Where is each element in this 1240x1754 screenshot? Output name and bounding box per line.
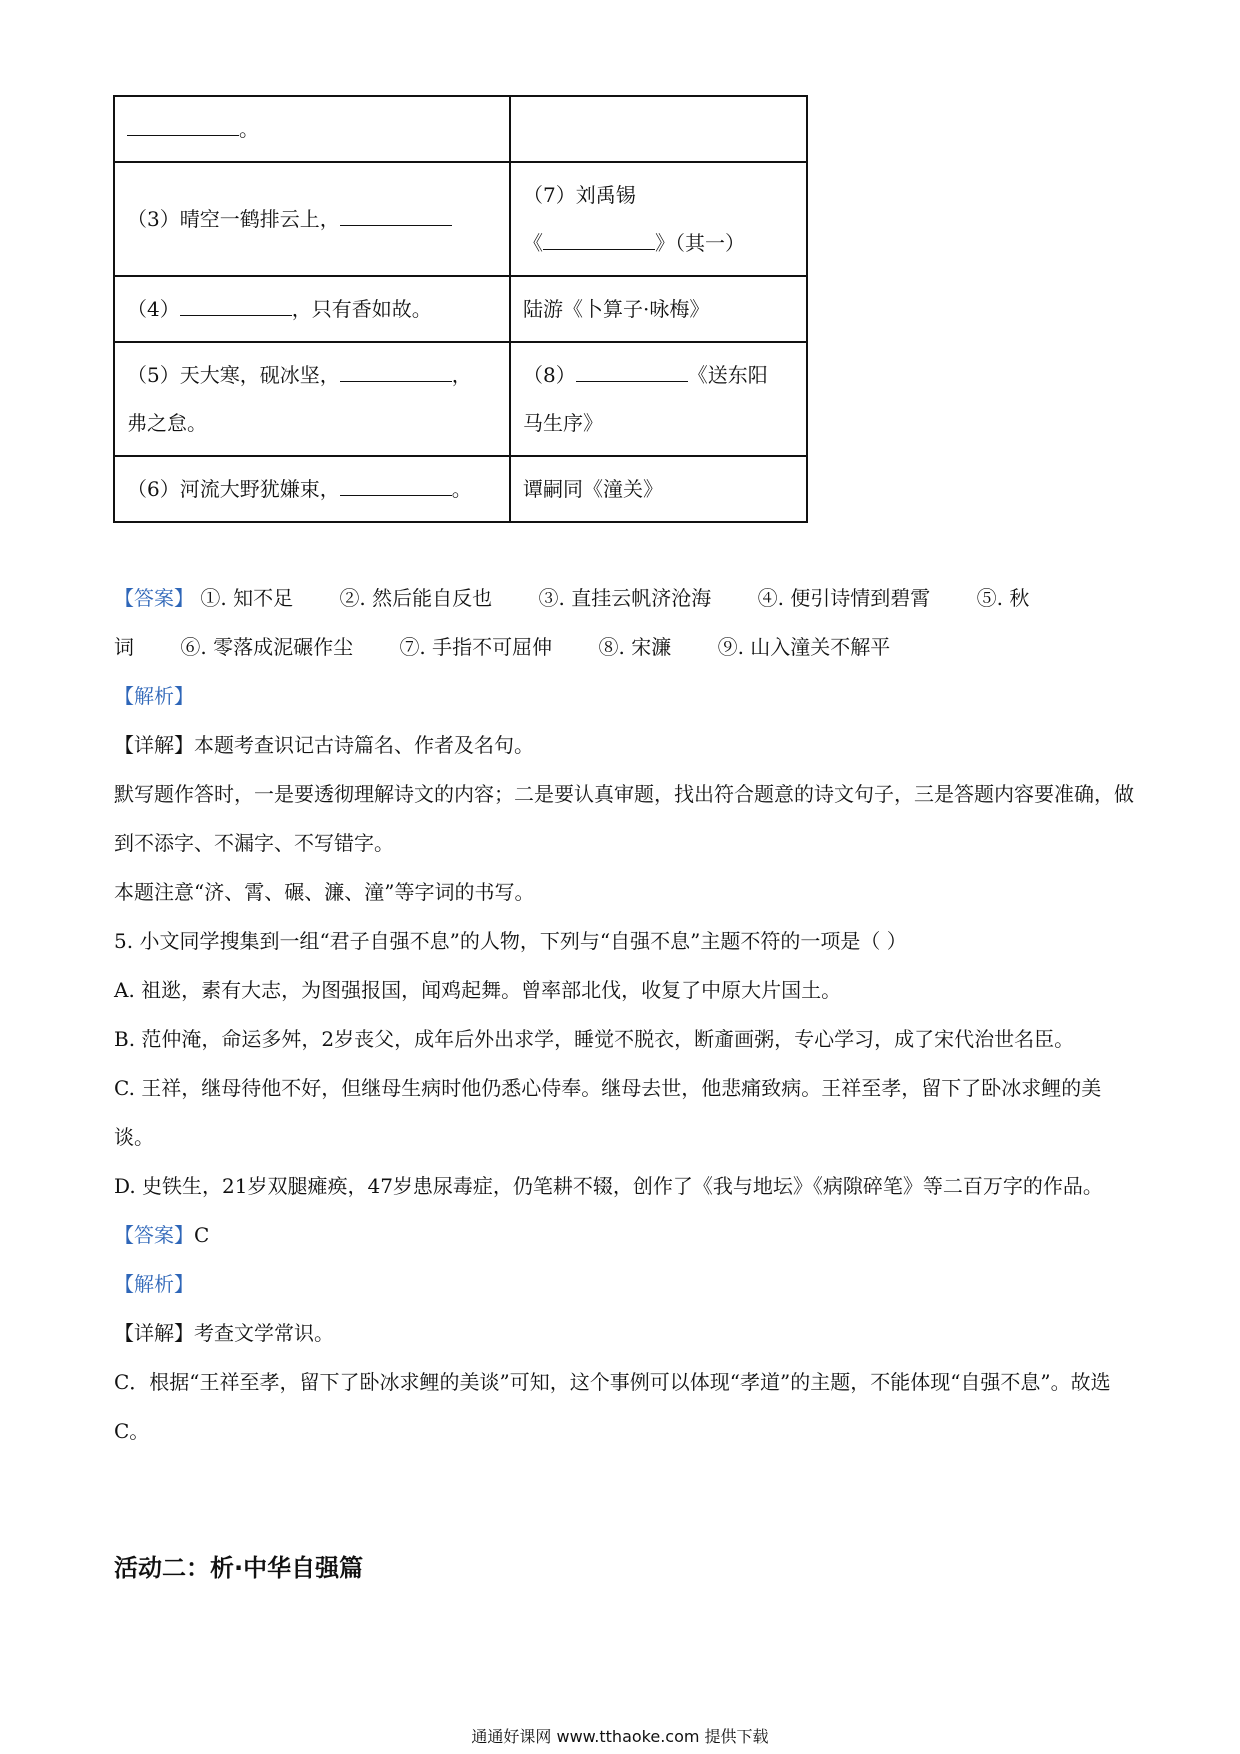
fill-blank <box>340 359 452 382</box>
table-cell: 。 <box>114 96 510 162</box>
detail-text: 【详解】本题考查识记古诗篇名、作者及名句。 <box>114 733 534 757</box>
fill-blank <box>340 203 452 226</box>
analysis-paragraph: 本题注意“济、霄、碾、濂、潼”等字词的书写。 <box>114 880 535 904</box>
table-row <box>114 162 807 276</box>
table-cell: （6）河流大野犹嫌束， 。 <box>114 456 510 522</box>
answer-line <box>114 1211 1134 1260</box>
table-row <box>114 96 807 162</box>
analysis-paragraph: 默写题作答时，一是要透彻理解诗文的内容；二是要认真审题，找出符合题意的诗文句子，三是答题内容要准确，做到不添字、不漏字、不写错字。 <box>114 782 1134 855</box>
table-cell: （7）刘禹锡 《 》（其一） <box>510 162 807 276</box>
poem-table <box>113 95 808 523</box>
analysis-tag: 【解析】 <box>114 684 194 708</box>
table-cell: （3）晴空一鹤排云上， <box>114 162 510 276</box>
option-d: D. 史铁生，21岁双腿瘫痪，47岁患尿毒症，仍笔耕不辍，创作了《我与地坛》《病隙碎笔》等二百万字的作品。 <box>114 1174 1103 1198</box>
table-cell: （8） 《送东阳 马生序》 <box>510 342 807 456</box>
table-cell: 谭嗣同《潼关》 <box>510 456 807 522</box>
answer-tag: 【答案】 <box>114 1223 194 1247</box>
analysis-tag: 【解析】 <box>114 1272 194 1296</box>
answer-value: C <box>194 1223 210 1247</box>
fill-blank <box>127 113 239 136</box>
fill-blank <box>340 473 452 496</box>
table-cell <box>510 96 807 162</box>
page-footer: 通通好课网 www.tthaoke.com 提供下载 <box>471 1727 769 1746</box>
option-a: A. 祖逖，素有大志，为图强报国，闻鸡起舞。曾率部北伐，收复了中原大片国土。 <box>114 978 842 1002</box>
table-cell: （4） ，只有香如故。 <box>114 276 510 342</box>
fill-blank <box>543 227 655 250</box>
detail-text: 【详解】考查文学常识。 <box>114 1321 334 1345</box>
section-title: 活动二：析·中华自强篇 <box>114 1554 364 1582</box>
question-stem: 5. 小文同学搜集到一组“君子自强不息”的人物，下列与“自强不息”主题不符的一项是（ ） <box>114 929 907 953</box>
fill-blank <box>180 293 292 316</box>
analysis-paragraph: C．根据“王祥至孝，留下了卧冰求鲤的美谈”可知，这个事例可以体现“孝道”的主题，不能体现“自强不息”。故选C。 <box>114 1370 1111 1443</box>
answer-content <box>114 574 1134 1456</box>
answer-tag: 【答案】 <box>114 586 194 610</box>
table-row <box>114 342 807 456</box>
option-b: B. 范仲淹，命运多舛，2岁丧父，成年后外出求学，睡觉不脱衣，断齑画粥，专心学习，成了宋代治世名臣。 <box>114 1027 1075 1051</box>
fill-blank <box>576 359 688 382</box>
table-cell: 陆游《卜算子·咏梅》 <box>510 276 807 342</box>
answer-line: 【答案】 ①. 知不足 ②. 然后能自反也 ③. 直挂云帆济沧海 ④. 便引诗情到碧霄 ⑤. 秋 <box>114 586 1030 610</box>
table-row <box>114 456 807 522</box>
option-c: C. 王祥，继母待他不好，但继母生病时他仍悉心侍奉。继母去世，他悲痛致病。王祥至孝，留下了卧冰求鲤的美谈。 <box>114 1076 1102 1149</box>
answer-line: 词 ⑥. 零落成泥碾作尘 ⑦. 手指不可屈伸 ⑧. 宋濂 ⑨. 山入潼关不解平 <box>114 635 891 659</box>
table-cell: （5）天大寒，砚冰坚， ， 弗之怠。 <box>114 342 510 456</box>
table-row <box>114 276 807 342</box>
